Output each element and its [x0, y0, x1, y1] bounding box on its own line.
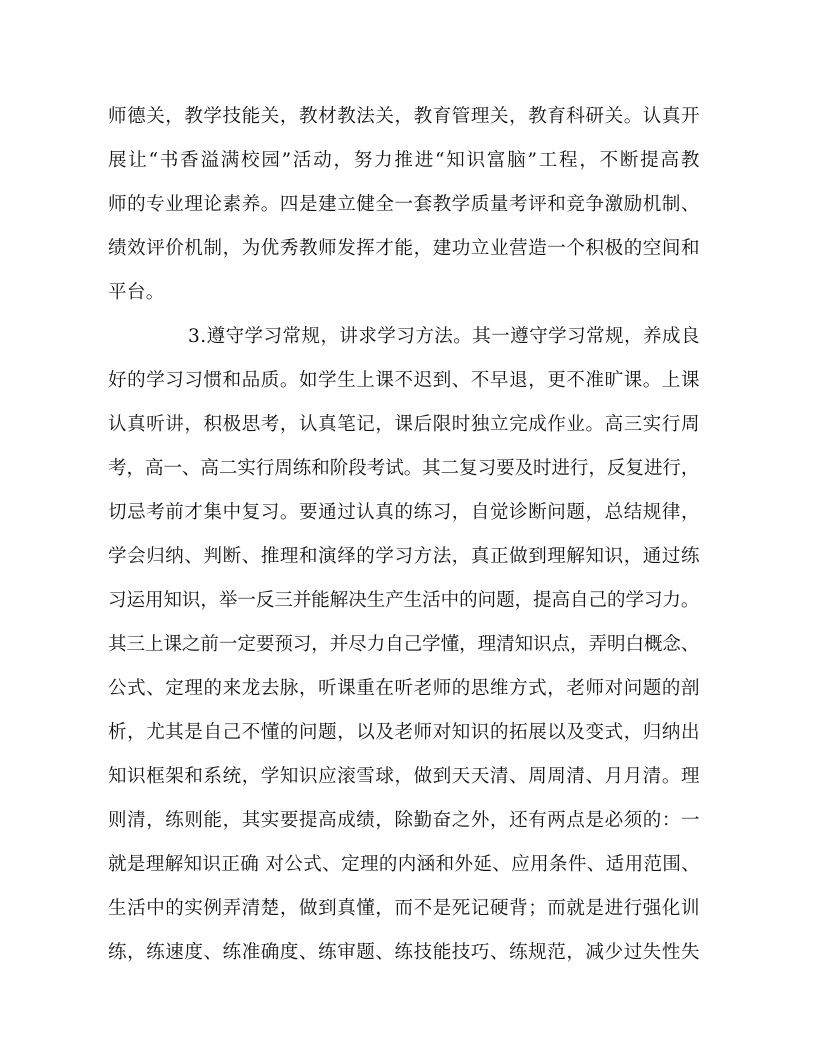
text-line: 习运用知识，举一反三并能解决生产生活中的问题，提高自己的学习力。 — [108, 590, 700, 611]
text-line: 练，练速度、练准确度、练审题、练技能技巧、练规范，减少过失性失 — [108, 942, 701, 963]
text-line: 展让“书香溢满校园”活动，努力推进“知识富脑”工程，不断提高教 — [108, 150, 702, 171]
text-line: 其三上课之前一定要预习，并尽力自己学懂，理清知识点，弄明白概念、 — [108, 634, 700, 655]
text-line: 考，高一、高二实行周练和阶段考试。其二复习要及时进行，反复进行， — [108, 458, 700, 479]
text-line: 则清，练则能，其实要提高成绩，除勤奋之外，还有两点是必须的：一 — [108, 810, 701, 831]
text-line: 知识框架和系统，学知识应滚雪球，做到天天清、周周清、月月清。理 — [108, 766, 701, 787]
text-line: 切忌考前才集中复习。要通过认真的练习，自觉诊断问题，总结规律， — [108, 502, 701, 523]
text-line: 3.遵守学习常规，讲求学习方法。其一遵守学习常规，养成良 — [188, 326, 700, 347]
text-line: 析，尤其是自己不懂的问题，以及老师对知识的拓展以及变式，归纳出 — [108, 722, 701, 743]
text-line: 平台。 — [108, 282, 165, 303]
text-line: 学会归纳、判断、推理和演绎的学习方法，真正做到理解知识，通过练 — [108, 546, 701, 567]
text-line: 师德关，教学技能关，教材教法关，教育管理关，教育科研关。认真开 — [108, 106, 701, 127]
text-line: 绩效评价机制，为优秀教师发挥才能，建功立业营造一个积极的空间和 — [108, 238, 701, 259]
text-line: 认真听讲，积极思考，认真笔记，课后限时独立完成作业。高三实行周 — [108, 414, 701, 435]
text-line: 就是理解知识正确 对公式、定理的内涵和外延、应用条件、适用范围、 — [108, 854, 701, 875]
text-line: 好的学习习惯和品质。如学生上课不迟到、不早退，更不准旷课。上课 — [108, 370, 701, 391]
text-line: 生活中的实例弄清楚，做到真懂，而不是死记硬背；而就是进行强化训 — [108, 898, 701, 919]
text-line: 公式、定理的来龙去脉，听课重在听老师的思维方式，老师对问题的剖 — [108, 678, 701, 699]
text-line: 师的专业理论素养。四是建立健全一套教学质量考评和竞争激励机制、 — [108, 194, 701, 215]
